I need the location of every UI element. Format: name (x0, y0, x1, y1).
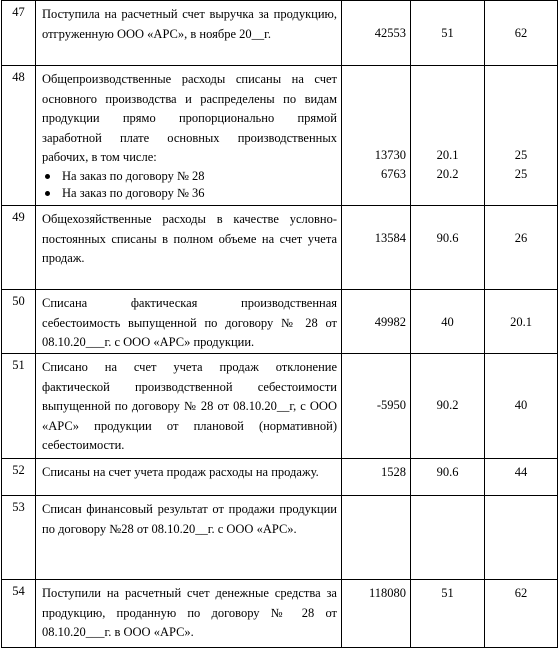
list-item (42, 185, 337, 202)
credit-cell (485, 1, 558, 66)
row-number: 48 (2, 66, 36, 206)
amount-value: 118080 (342, 580, 411, 648)
amount-cell (342, 290, 411, 354)
debit-cell (411, 290, 485, 354)
credit-account: 25 (514, 167, 528, 181)
amount-value: 49982 (374, 315, 406, 329)
transactions-table (1, 0, 558, 648)
debit-account: 51 (441, 26, 454, 40)
amount-value: 1528 (342, 459, 411, 496)
amount-cell (342, 66, 411, 206)
debit-account (411, 496, 485, 580)
debit-account: 90.2 (436, 398, 459, 412)
credit-account (485, 496, 558, 580)
operation-description: Общехозяйственные расходы в качестве условно-постоянных списаны в полном объеме на счет учета продаж. (36, 206, 342, 290)
credit-cell (485, 66, 558, 206)
credit-account: 40 (514, 398, 528, 412)
list-item-label: На заказ по договору № 28 (62, 168, 205, 183)
amount-value: -5950 (376, 398, 406, 412)
credit-account: 62 (514, 26, 528, 40)
credit-account: 62 (485, 580, 558, 648)
credit-cell (485, 290, 558, 354)
table-row (2, 206, 558, 290)
amount-value: 6763 (381, 167, 406, 181)
debit-account: 20.2 (436, 167, 459, 181)
bullet-icon (45, 174, 50, 179)
operation-description: Списано на счет учета продаж отклонение фактической производственной себестоимости выпущенной по договору № 28 от 08.10.20__г, с ООО «АРС» продукции от плановой (нормативной) себестоимости. (36, 354, 342, 459)
row-number: 50 (2, 290, 36, 354)
operation-description: Списана фактическая производственная себестоимость выпущенной по договору № 28 от 08.10.20___г. с ООО «АРС» продукции. (36, 290, 342, 354)
row-number: 52 (2, 459, 36, 496)
debit-account: 51 (411, 580, 485, 648)
operation-description (36, 66, 342, 206)
amount-value: 13584 (374, 231, 406, 245)
table-row (2, 354, 558, 459)
table-row (2, 459, 558, 496)
credit-account: 25 (514, 148, 528, 162)
debit-account: 90.6 (436, 231, 459, 245)
debit-cell (411, 66, 485, 206)
amount-cell (342, 354, 411, 459)
debit-account: 20.1 (436, 148, 459, 162)
row-number: 51 (2, 354, 36, 459)
list-item (42, 168, 337, 185)
operation-description: Списаны на счет учета продаж расходы на продажу. (36, 459, 342, 496)
amount-value: 13730 (374, 148, 406, 162)
description-text: Общепроизводственные расходы списаны на счет основного производства и распределены по видам продукции прямо пропорционально прямой заработной плате основных производственных рабочих, в том числе: (42, 72, 337, 164)
row-number: 54 (2, 580, 36, 648)
operation-description: Списан финансовый результат от продажи продукции по договору №28 от 08.10.20__г. с ООО «АРС». (36, 496, 342, 580)
amount-value (342, 496, 411, 580)
credit-cell (485, 206, 558, 290)
table-row (2, 1, 558, 66)
table-row (2, 580, 558, 648)
amount-cell (342, 206, 411, 290)
debit-account: 40 (441, 315, 454, 329)
row-number: 47 (2, 1, 36, 66)
credit-cell (485, 354, 558, 459)
bullet-icon (45, 191, 50, 196)
operation-description: Поступила на расчетный счет выручка за продукцию, отгруженную ООО «АРС», в ноябре 20__г. (36, 1, 342, 66)
operation-description: Поступили на расчетный счет денежные средства за продукцию, проданную по договору № 28 от 08.10.20___г. в ООО «АРС». (36, 580, 342, 648)
credit-account: 20.1 (510, 315, 532, 329)
amount-value: 42553 (374, 26, 406, 40)
row-number: 49 (2, 206, 36, 290)
debit-account: 90.6 (411, 459, 485, 496)
table-row (2, 290, 558, 354)
debit-cell (411, 1, 485, 66)
row-number: 53 (2, 496, 36, 580)
list-item-label: На заказ по договору № 36 (62, 185, 205, 200)
credit-account: 26 (514, 231, 528, 245)
debit-cell (411, 206, 485, 290)
credit-account: 44 (485, 459, 558, 496)
amount-cell (342, 1, 411, 66)
table-row (2, 66, 558, 206)
debit-cell (411, 354, 485, 459)
table-row (2, 496, 558, 580)
